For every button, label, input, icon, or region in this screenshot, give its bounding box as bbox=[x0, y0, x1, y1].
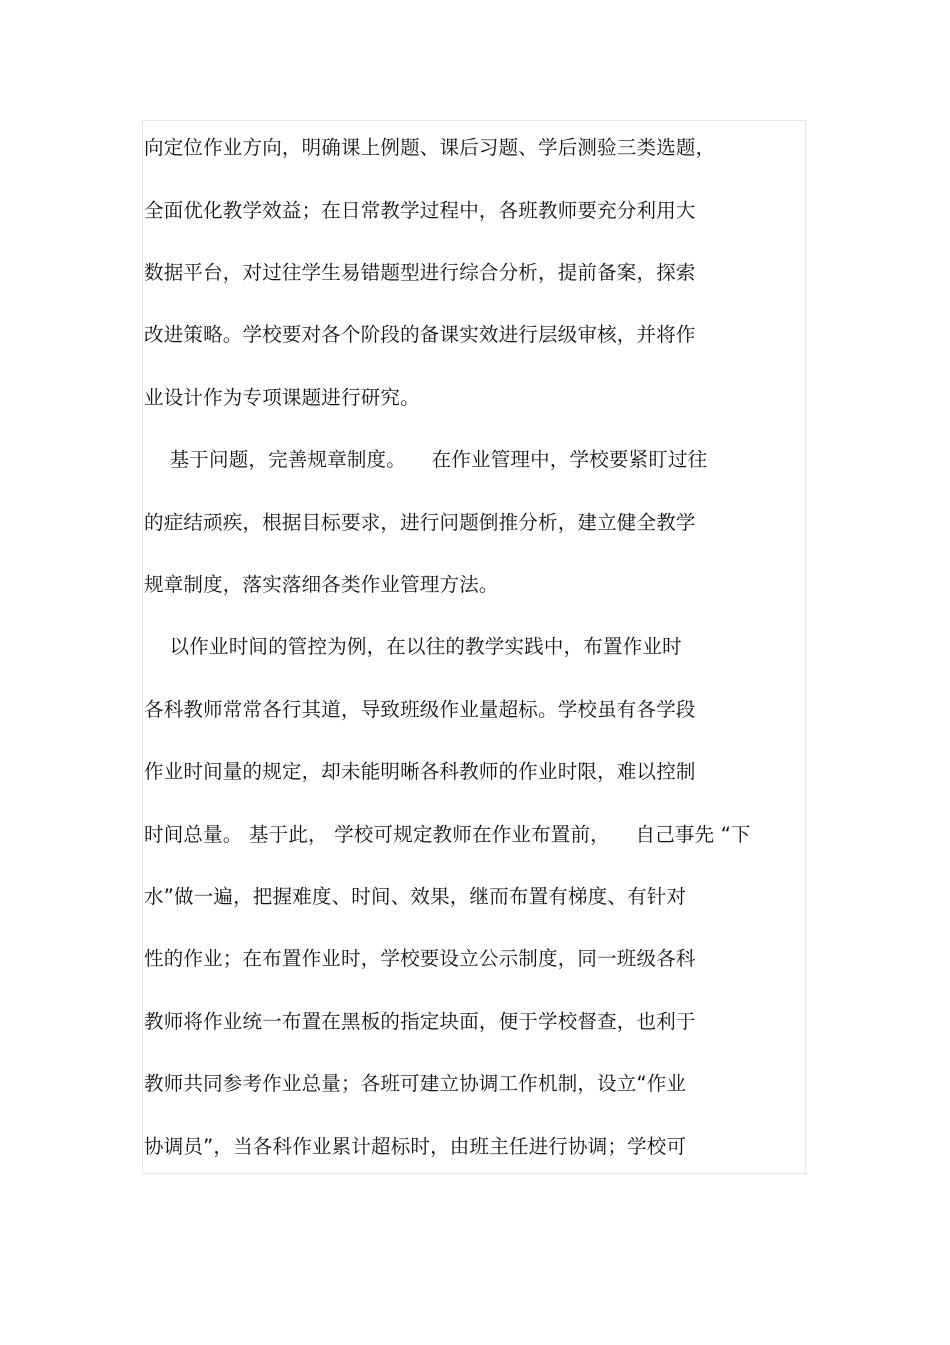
text-line: 向定位作业方向，明确课上例题、课后习题、学后测验三类选题， bbox=[144, 136, 716, 159]
text-line: 全面优化教学效益；在日常教学过程中，各班教师要充分利用大 bbox=[144, 199, 696, 222]
text-line: 协调员”，当各科作业累计超标时，由班主任进行协调；学校可 bbox=[144, 1135, 687, 1158]
text-line: 性的作业；在布置作业时，学校要设立公示制度，同一班级各科 bbox=[144, 947, 696, 970]
text-line: 时间总量。 基于此， 学校可规定教师在作业布置前， 自己事先 “下 bbox=[144, 823, 751, 846]
text-line: 作业时间量的规定，却未能明晰各科教师的作业时限，难以控制 bbox=[144, 760, 696, 783]
text-line: 各科教师常常各行其道，导致班级作业量超标。学校虽有各学段 bbox=[144, 698, 696, 721]
paragraph-heading-line: 基于问题，完善规章制度。 在作业管理中，学校要紧盯过往 bbox=[144, 448, 708, 471]
text-line: 业设计作为专项课题进行研究。 bbox=[144, 386, 420, 409]
paragraph-start-line: 以作业时间的管控为例，在以往的教学实践中，布置作业时 bbox=[144, 635, 682, 658]
text-line: 水”做一遍，把握难度、时间、效果，继而布置有梯度、有针对 bbox=[144, 885, 687, 908]
text-line: 规章制度，落实落细各类作业管理方法。 bbox=[144, 573, 499, 596]
text-line: 改进策略。学校要对各个阶段的备课实效进行层级审核，并将作 bbox=[144, 323, 696, 346]
text-line: 教师将作业统一布置在黑板的指定块面，便于学校督查，也利于 bbox=[144, 1010, 696, 1033]
text-line: 数据平台，对过往学生易错题型进行综合分析，提前备案，探索 bbox=[144, 261, 696, 284]
text-line: 的症结顽疾，根据目标要求，进行问题倒推分析，建立健全教学 bbox=[144, 511, 696, 534]
text-line: 教师共同参考作业总量；各班可建立协调工作机制，设立“作业 bbox=[144, 1072, 687, 1095]
